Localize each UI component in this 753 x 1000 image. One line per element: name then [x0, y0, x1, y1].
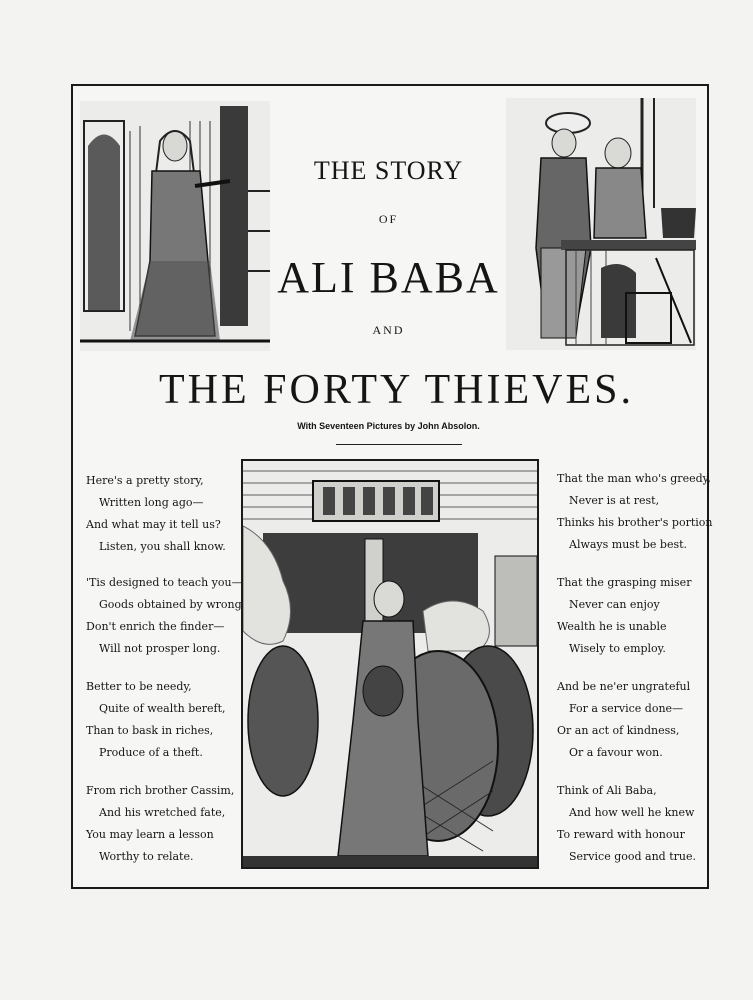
verse-left-3: [86, 676, 226, 764]
verse-line: For a service done—: [569, 702, 684, 715]
title-rule: [336, 444, 462, 445]
verse-line: Wisely to employ.: [569, 642, 666, 655]
verse-left-1: [86, 470, 226, 558]
illustrator-credit: With Seventeen Pictures by John Absolon.: [297, 421, 480, 431]
verse-line: Wealth he is unable: [557, 620, 667, 633]
verse-line: Worthy to relate.: [99, 850, 194, 863]
verse-line: Will not prosper long.: [99, 642, 221, 655]
verse-line: Don't enrich the finder—: [86, 620, 225, 633]
verse-right-1: [557, 468, 713, 556]
title-forty-thieves: THE FORTY THIEVES.: [159, 367, 634, 413]
illustration-woman-with-jars: [241, 459, 539, 869]
title-of: OF: [378, 212, 399, 226]
title-the-story: THE STORY: [313, 156, 464, 185]
verse-line: Service good and true.: [569, 850, 696, 863]
verse-line: Quite of wealth bereft,: [99, 702, 226, 715]
verse-line: 'Tis designed to teach you—: [86, 576, 243, 589]
verse-left-2: [86, 572, 243, 660]
verse-line: And be ne'er ungrateful: [557, 680, 691, 693]
verse-line: That the man who's greedy,: [557, 472, 711, 485]
title-ali-baba: ALI BABA: [277, 253, 500, 302]
verse-right-4: [557, 780, 696, 868]
verse-line: That the grasping miser: [557, 576, 692, 589]
verse-line: Goods obtained by wrong: [99, 598, 242, 611]
verse-line: And what may it tell us?: [86, 518, 221, 531]
verse-line: Here's a pretty story,: [86, 474, 204, 487]
verse-line: Think of Ali Baba,: [557, 784, 657, 797]
verse-line: From rich brother Cassim,: [86, 784, 235, 797]
verse-line: Never is at rest,: [569, 494, 660, 507]
verse-line: Listen, you shall know.: [99, 540, 226, 553]
verse-line: Written long ago—: [99, 496, 204, 509]
verse-line: And how well he knew: [569, 806, 695, 819]
verse-left-4: [86, 780, 234, 868]
verse-line: You may learn a lesson: [86, 828, 214, 841]
verse-line: Or an act of kindness,: [557, 724, 680, 737]
title-and: AND: [372, 323, 405, 337]
verse-right-2: [557, 572, 691, 660]
verse-line: And his wretched fate,: [99, 806, 226, 819]
verse-line: Better to be needy,: [86, 680, 192, 693]
verse-line: Produce of a theft.: [99, 746, 203, 759]
verse-right-3: [557, 676, 690, 764]
verse-line: Than to bask in riches,: [86, 724, 214, 737]
verse-line: Always must be best.: [569, 538, 688, 551]
verse-line: Thinks his brother's portion: [557, 516, 713, 529]
verse-line: Never can enjoy: [569, 598, 660, 611]
verse-line: To reward with honour: [557, 828, 685, 841]
verse-line: Or a favour won.: [569, 746, 663, 759]
